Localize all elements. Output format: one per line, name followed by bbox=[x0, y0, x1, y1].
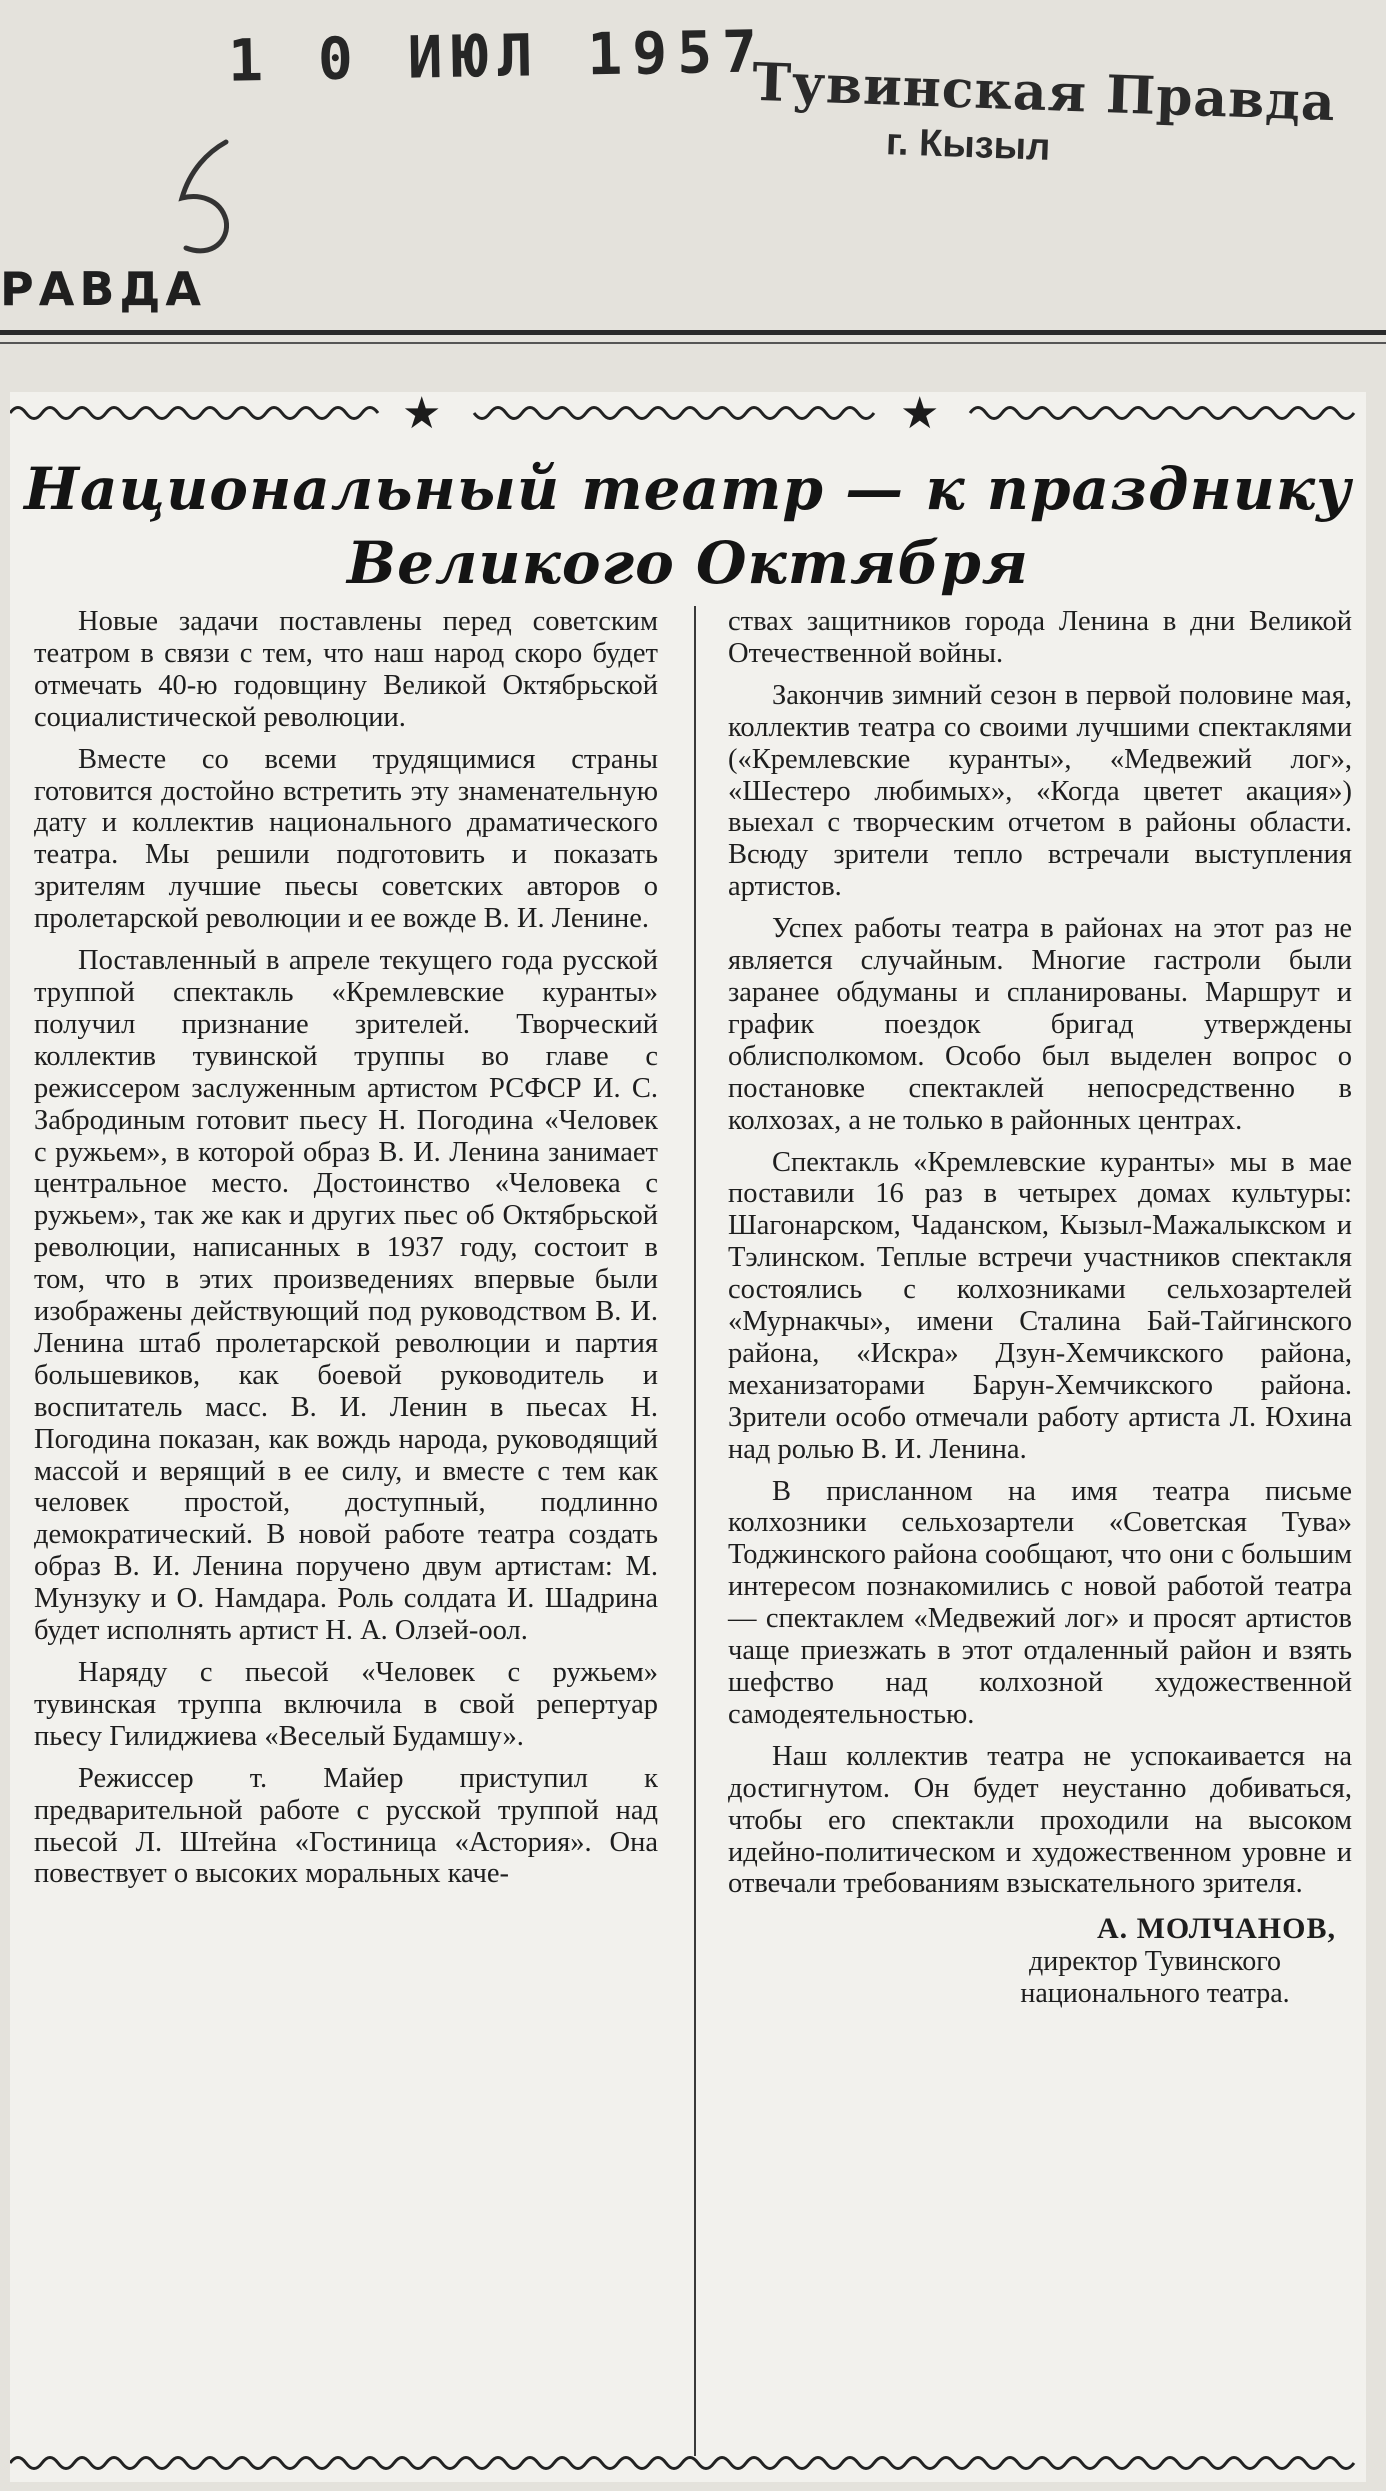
star-icon: ★ bbox=[900, 389, 940, 438]
paragraph: Поставленный в апреле текущего года русской труппой спектакль «Кремлевские куранты» получил признание зрителей. Творческий коллектив тувинской труппы во главе с режиссером заслуженным артистом РСФСР И. С. Забродиным готовит пьесу Н. Погодина «Человек с ружьем», в которой образ В. И. Ленина занимает центральное место. Достоинство «Человека с ружьем», так же как и других пьес об Октябрьской революции, написанных в 1937 году, состоит в том, что в этих произведениях впервые были изображены действующий под руководством В. И. Ленина штаб пролетарской революции и партия большевиков, как боевой руководитель и воспитатель масс. В. И. Ленин в пьесах Н. Погодина показан, как вождь народа, руководящий массой и верящий в ее силу, и вместе с тем как человек простой, доступный, подлинно демократический. В новой работе театра создать образ В. И. Ленина поручено двум артистам: М. Мунзуку и О. Намдара. Роль солдата И. Шадрина будет исполнять артист Н. А. Олзей-оол. bbox=[34, 945, 658, 1647]
article-column-left bbox=[34, 606, 658, 1900]
paragraph: Вместе со всеми трудящимися страны готовится достойно встретить эту знаменательную дату и коллектив национального драматического театра. Мы решили подготовить и показать зрителям лучшие пьесы советских авторов о пролетарской революции и ее вожде В. И. Ленине. bbox=[34, 743, 658, 935]
article-headline bbox=[10, 452, 1366, 600]
paragraph: Режиссер т. Майер приступил к предварительной работе с русской труппой над пьесой Л. Штейна «Гостиница «Астория». Она повествует о высоких моральных каче- bbox=[34, 1762, 658, 1890]
paragraph: Закончив зимний сезон в первой половине мая, коллектив театра со своими лучшими спектаклями («Кремлевские куранты», «Медвежий лог», «Шестеро любимых», «Когда цветет акация») выехал с творческим отчетом в районы области. Всюду зрители тепло встречали выступления артистов. bbox=[728, 679, 1352, 903]
date-stamp: 1 0 ИЮЛ 1957 bbox=[227, 17, 768, 95]
wavy-border-top bbox=[10, 398, 1366, 428]
author-title-line-2: национального театра. bbox=[1020, 1978, 1290, 2010]
masthead-fragment: РАВДА bbox=[0, 262, 206, 316]
masthead-rule-thin bbox=[0, 342, 1386, 344]
wavy-border-bottom bbox=[10, 2448, 1366, 2478]
paragraph: Наш коллектив театра не успокаивается на достигнутом. Он будет неустанно добиваться, чтобы его спектакли проходили на высоком идейно-политическом и художественном уровне и отвечали требованиям взыскательного зрителя. bbox=[728, 1740, 1352, 1900]
newspaper-stamp: Тувинская Правда bbox=[751, 51, 1337, 134]
paragraph: Спектакль «Кремлевские куранты» мы в мае поставили 16 раз в четырех домах культуры: Шагонарском, Чаданском, Кызыл-Мажалыкском и Тэлинском. Теплые встречи участников спектакля состоялись с колхозниками сельхозартелей «Мурнакчы», имени Сталина Бай-Тайгинского района, «Искра» Дзун-Хемчикского района, механизаторами Барун-Хемчикского района. Зрители особо отмечали работу артиста Л. Юхина над ролью В. И. Ленина. bbox=[728, 1146, 1352, 1465]
headline-line-1: Национальный театр — к празднику bbox=[24, 455, 1352, 523]
paragraph: В присланном на имя театра письме колхозники сельхозартели «Советская Тува» Тоджинского района сообщают, что они с большим интересом познакомились с новой работой театра — спектаклем «Медвежий лог» и просят артистов чаще приезжать в этот отдаленный район и взять шефство над колхозной художественной самодеятельностью. bbox=[728, 1475, 1352, 1730]
author-title-line-1: директор Тувинского bbox=[1028, 1946, 1282, 1978]
column-divider bbox=[694, 606, 696, 2456]
paragraph-continuation: ствах защитников города Ленина в дни Великой Отечественной войны. bbox=[728, 606, 1352, 669]
star-icon: ★ bbox=[402, 389, 442, 438]
headline-line-2: Великого Октября bbox=[347, 529, 1029, 597]
author-signature: А. МОЛЧАНОВ, bbox=[1096, 1912, 1336, 1946]
city-stamp: г. Кызыл bbox=[885, 121, 1051, 169]
paragraph: Успех работы театра в районах на этот раз не является случайным. Многие гастроли были заранее обдуманы и спланированы. Маршрут и график поездок бригад утверждены облисполкомом. Особо был выделен вопрос о постановке спектаклей непосредственно в колхозах, а не только в районных центрах. bbox=[728, 913, 1352, 1136]
masthead-rule bbox=[0, 330, 1386, 335]
article-clipping bbox=[10, 389, 1366, 2482]
paragraph: Наряду с пьесой «Человек с ружьем» тувинская труппа включила в свой репертуар пьесу Гилиджиева «Веселый Будамшу». bbox=[34, 1657, 658, 1752]
handwritten-number-mark bbox=[168, 136, 248, 266]
article-column-right bbox=[728, 606, 1352, 2010]
paragraph: Новые задачи поставлены перед советским театром в связи с тем, что наш народ скоро будет отмечать 40-ю годовщину Великой Октябрьской социалистической революции. bbox=[34, 606, 658, 733]
